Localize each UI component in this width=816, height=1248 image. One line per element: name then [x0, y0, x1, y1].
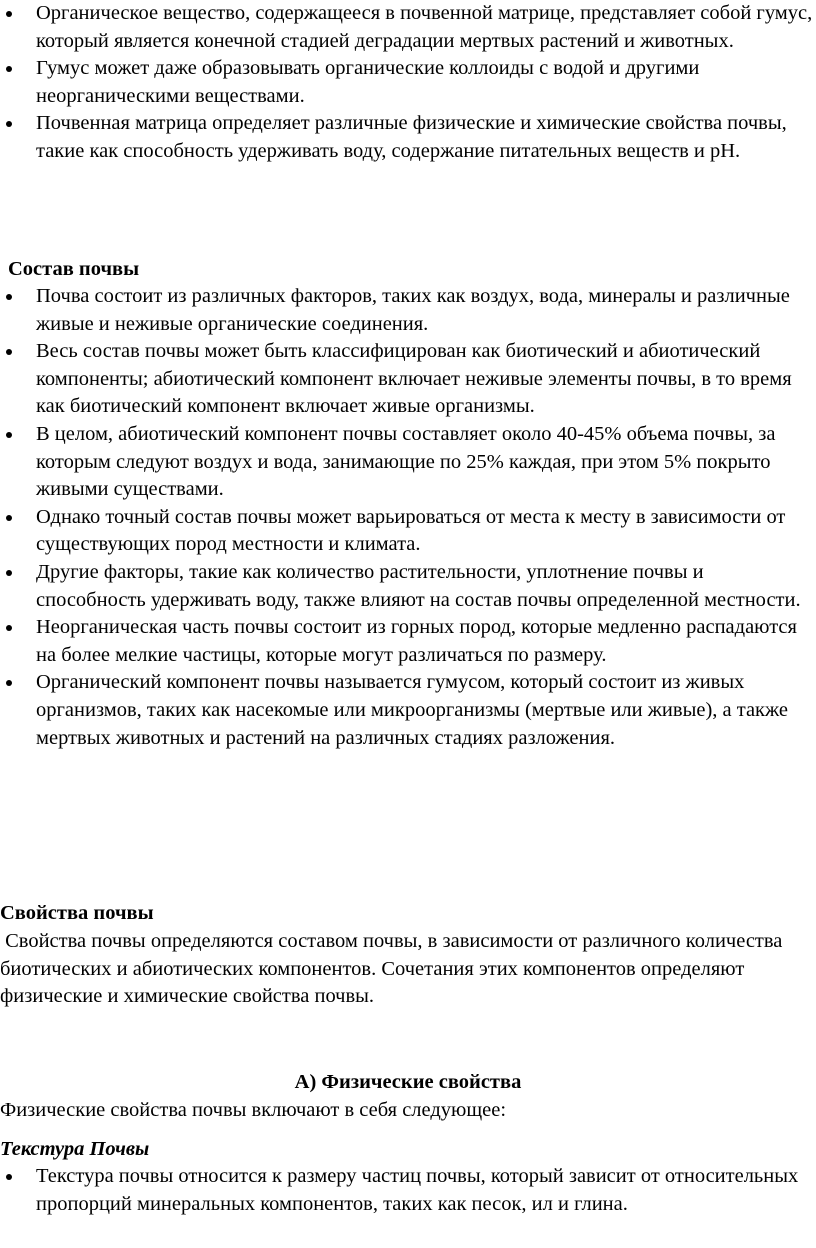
properties-paragraph: Свойства почвы определяются составом почвы, в зависимости от различного количества биотических и абиотических компонентов. Сочетания этих компонентов определяют физические и химические свойства почвы. — [0, 930, 788, 1008]
intro-bullet-list — [0, 0, 816, 166]
list-item: Органическое вещество, содержащееся в почвенной матрице, представляет собой гумус, который является конечной стадией деградации мертвых растений и животных. — [0, 0, 816, 55]
composition-bullet-list — [0, 283, 816, 752]
list-item: Текстура почвы относится к размеру частиц почвы, который зависит от относительных пропорций минеральных компонентов, таких как песок, ил и глина. — [0, 1163, 816, 1218]
list-item: Органический компонент почвы называется гумусом, который состоит из живых организмов, таких как насекомые или микроорганизмы (мертвые или живые), а также мертвых животных и растений на различных стадиях разложения. — [0, 669, 816, 752]
section-heading-physical: А) Физические свойства — [294, 1071, 522, 1093]
list-item: Неорганическая часть почвы состоит из горных пород, которые медленно распадаются на более мелкие частицы, которые могут различаться по размеру. — [0, 614, 816, 669]
list-item: Другие факторы, такие как количество растительности, уплотнение почвы и способность удерживать воду, также влияют на состав почвы определенной местности. — [0, 559, 816, 614]
list-item: Почвенная матрица определяет различные физические и химические свойства почвы, такие как способность удерживать воду, содержание питательных веществ и pH. — [0, 110, 816, 165]
section-heading-composition: Состав почвы — [8, 258, 140, 280]
physical-intro: Физические свойства почвы включают в себя следующее: — [0, 1099, 507, 1121]
texture-bullet-list — [0, 1163, 816, 1218]
list-item: В целом, абиотический компонент почвы составляет около 40-45% объема почвы, за которым следуют воздух и вода, занимающие по 25% каждая, при этом 5% покрыто живыми существами. — [0, 421, 816, 504]
section-heading-properties: Свойства почвы — [0, 902, 154, 924]
list-item: Однако точный состав почвы может варьироваться от места к месту в зависимости от существующих пород местности и климата. — [0, 504, 816, 559]
list-item: Гумус может даже образовывать органические коллоиды с водой и другими неорганическими веществами. — [0, 55, 816, 110]
list-item: Весь состав почвы может быть классифицирован как биотический и абиотический компоненты; абиотический компонент включает неживые элементы почвы, в то время как биотический компонент включает живые организмы. — [0, 338, 816, 421]
subheading-texture: Текстура Почвы — [0, 1138, 150, 1160]
list-item: Почва состоит из различных факторов, таких как воздух, вода, минералы и различные живые и неживые органические соединения. — [0, 283, 816, 338]
